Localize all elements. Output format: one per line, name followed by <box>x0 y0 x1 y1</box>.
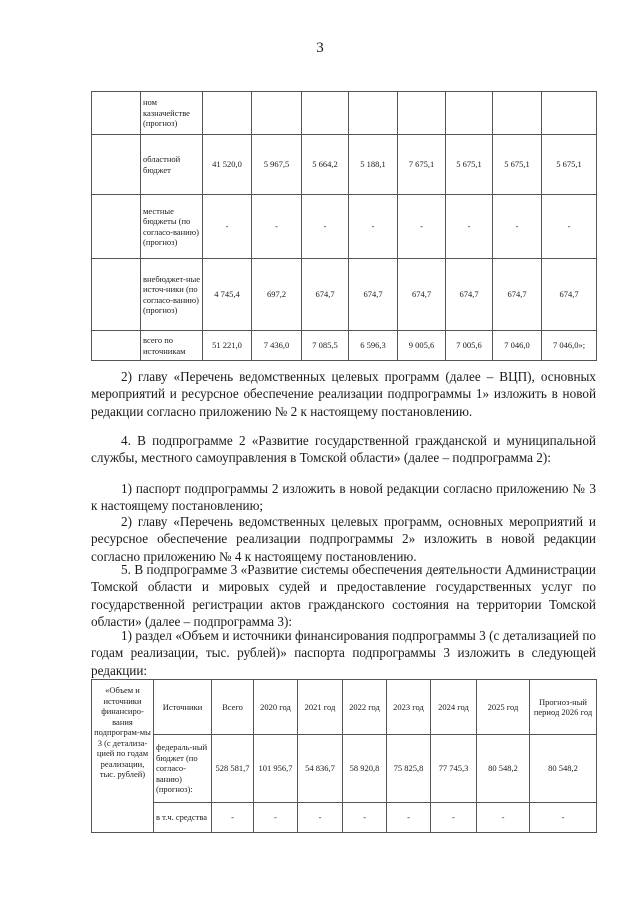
paragraph-2-chapter: 2) главу «Перечень ведомственных целевых программ (далее – ВЦП), основных мероприятий и ресурсное обеспечение реализации подпрограммы 1» изложить в новой редакции согласно приложению № 2 к настоящему постановлению. <box>91 369 596 419</box>
column-header: Источники <box>154 680 212 735</box>
value-cell: 528 581,7 <box>212 735 254 803</box>
paragraph-5-1-section: 1) раздел «Объем и источники финансирования подпрограммы 3 (с детализацией по годам реализации, тыс. рублей)» паспорта подпрограммы 3 изложить в следующей редакции: <box>91 628 596 678</box>
value-cell: 5 188,1 <box>349 135 398 195</box>
value-cell: - <box>343 803 387 833</box>
value-cell: 697,2 <box>252 259 302 331</box>
value-cell: 5 675,1 <box>446 135 493 195</box>
value-cell: - <box>530 803 597 833</box>
value-cell: 54 836,7 <box>298 735 343 803</box>
source-cell: в т.ч. средства <box>154 803 212 833</box>
column-header: 2024 год <box>431 680 477 735</box>
source-cell: ном казначействе (прогноз) <box>141 92 203 135</box>
empty-cell <box>92 135 141 195</box>
value-cell: - <box>349 195 398 259</box>
table-row <box>92 92 597 135</box>
value-cell <box>203 92 252 135</box>
value-cell: 5 675,1 <box>493 135 542 195</box>
value-cell: - <box>542 195 597 259</box>
value-cell: 101 956,7 <box>254 735 298 803</box>
value-cell: 674,7 <box>398 259 446 331</box>
value-cell: 7 675,1 <box>398 135 446 195</box>
value-cell: 7 005,6 <box>446 331 493 361</box>
value-cell: - <box>387 803 431 833</box>
value-cell: 80 548,2 <box>477 735 530 803</box>
table-row <box>92 259 597 331</box>
side-label-cell: «Объем и источники финансиро-вания подпрограм-мы 3 (с детализа-цией по годам реализации, тыс. рублей) <box>92 680 154 833</box>
value-cell: 674,7 <box>542 259 597 331</box>
table-row <box>92 135 597 195</box>
value-cell: - <box>298 803 343 833</box>
value-cell: 5 967,5 <box>252 135 302 195</box>
value-cell: - <box>252 195 302 259</box>
source-cell: федераль-ный бюджет (по согласо-ванию) (прогноз): <box>154 735 212 803</box>
table-row <box>92 331 597 361</box>
value-cell: 41 520,0 <box>203 135 252 195</box>
value-cell: 674,7 <box>349 259 398 331</box>
empty-cell <box>92 259 141 331</box>
column-header: Всего <box>212 680 254 735</box>
value-cell: 7 436,0 <box>252 331 302 361</box>
value-cell <box>302 92 349 135</box>
value-cell <box>349 92 398 135</box>
value-cell <box>446 92 493 135</box>
page-number: 3 <box>316 40 324 56</box>
source-cell: местные бюджеты (по согласо-ванию) (прогноз) <box>141 195 203 259</box>
source-cell: областной бюджет <box>141 135 203 195</box>
table-row <box>92 195 597 259</box>
value-cell: - <box>302 195 349 259</box>
column-header: 2020 год <box>254 680 298 735</box>
header-row <box>92 680 597 735</box>
column-header: 2023 год <box>387 680 431 735</box>
column-header: 2025 год <box>477 680 530 735</box>
value-cell: 7 046,0»; <box>542 331 597 361</box>
column-header: 2021 год <box>298 680 343 735</box>
value-cell: 77 745,3 <box>431 735 477 803</box>
value-cell: 674,7 <box>302 259 349 331</box>
source-cell: внебюджет-ные источ-ники (по согласо-ванию) (прогноз) <box>141 259 203 331</box>
column-header: Прогноз-ный период 2026 год <box>530 680 597 735</box>
empty-cell <box>92 331 141 361</box>
value-cell: - <box>254 803 298 833</box>
paragraph-4-subprogram-2: 4. В подпрограмме 2 «Развитие государственной гражданской и муниципальной службы, местного самоуправления в Томской области» (далее – подпрограмма 2): <box>91 433 596 466</box>
value-cell: - <box>431 803 477 833</box>
value-cell: - <box>212 803 254 833</box>
value-cell <box>398 92 446 135</box>
value-cell: 4 745,4 <box>203 259 252 331</box>
funding-table-subprogram-3 <box>91 679 597 833</box>
table-row <box>92 735 597 803</box>
paragraph-5-subprogram-3: 5. В подпрограмме 3 «Развитие системы обеспечения деятельности Администрации Томской области и мировых судей и предоставление государственных услуг по государственной регистрации актов гражданского состояния на территории Томской области» (далее – подпрограмма 3): <box>91 562 596 630</box>
value-cell: - <box>477 803 530 833</box>
value-cell: 7 085,5 <box>302 331 349 361</box>
paragraph-4-2-chapter: 2) главу «Перечень ведомственных целевых программ, основных мероприятий и ресурсное обеспечение реализации подпрограммы 2» изложить в новой редакции согласно приложению № 4 к настоящему постановлению. <box>91 514 596 564</box>
source-cell: всего по источникам <box>141 331 203 361</box>
empty-cell <box>92 195 141 259</box>
value-cell: 5 664,2 <box>302 135 349 195</box>
value-cell: - <box>493 195 542 259</box>
funding-table-subprogram-1 <box>91 91 597 361</box>
table-row <box>92 803 597 833</box>
value-cell: 674,7 <box>446 259 493 331</box>
value-cell <box>542 92 597 135</box>
value-cell: 674,7 <box>493 259 542 331</box>
column-header: 2022 год <box>343 680 387 735</box>
paragraph-4-1-passport: 1) паспорт подпрограммы 2 изложить в новой редакции согласно приложению № 3 к настоящему постановлению; <box>91 481 596 514</box>
value-cell: 51 221,0 <box>203 331 252 361</box>
value-cell: 9 005,6 <box>398 331 446 361</box>
value-cell: 5 675,1 <box>542 135 597 195</box>
value-cell: 58 920,8 <box>343 735 387 803</box>
value-cell <box>493 92 542 135</box>
value-cell: - <box>203 195 252 259</box>
value-cell: - <box>398 195 446 259</box>
value-cell <box>252 92 302 135</box>
value-cell: 75 825,8 <box>387 735 431 803</box>
empty-cell <box>92 92 141 135</box>
value-cell: 6 596,3 <box>349 331 398 361</box>
value-cell: 7 046,0 <box>493 331 542 361</box>
value-cell: 80 548,2 <box>530 735 597 803</box>
value-cell: - <box>446 195 493 259</box>
